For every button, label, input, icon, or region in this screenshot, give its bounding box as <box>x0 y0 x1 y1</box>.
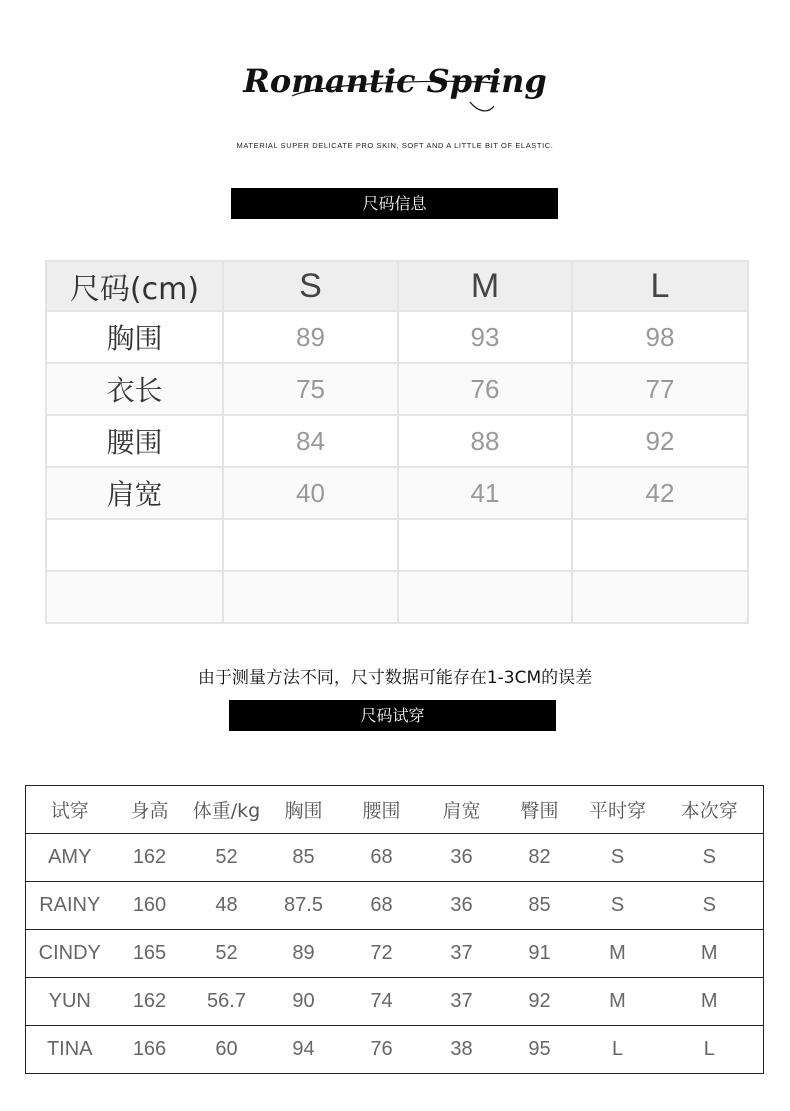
size-chart-row-label: 衣长 <box>46 363 223 415</box>
size-info-banner: 尺码信息 <box>231 188 558 219</box>
try-on-cell: 90 <box>268 978 340 1026</box>
size-chart-header-l: L <box>572 261 748 311</box>
size-chart-cell: 88 <box>398 415 572 467</box>
try-on-header-cell: 肩宽 <box>424 786 500 834</box>
try-on-cell: S <box>580 882 656 930</box>
try-on-cell: S <box>656 882 764 930</box>
try-on-header-cell: 臀围 <box>500 786 580 834</box>
try-on-cell: 87.5 <box>268 882 340 930</box>
try-on-cell: CINDY <box>26 930 114 978</box>
size-chart-row <box>46 311 748 363</box>
try-on-row <box>26 1026 764 1074</box>
try-on-cell: 60 <box>215 1038 238 1060</box>
size-chart-cell: 93 <box>398 311 572 363</box>
size-chart-row-empty <box>46 519 748 571</box>
size-chart-row <box>46 363 748 415</box>
try-on-cell: 166 <box>132 1038 167 1060</box>
try-on-cell: M <box>580 930 656 978</box>
size-chart-table <box>45 260 749 624</box>
size-chart-row-label: 腰围 <box>46 415 223 467</box>
try-on-cell: 56.7 <box>186 978 268 1026</box>
try-on-cell: 89 <box>268 930 340 978</box>
size-chart-row-label: 胸围 <box>46 311 223 363</box>
try-on-cell: L <box>703 1038 715 1060</box>
size-chart-cell <box>223 519 398 571</box>
try-on-cell: 162 <box>114 834 186 882</box>
size-chart-header-m: M <box>398 261 572 311</box>
try-on-header-row <box>26 786 764 834</box>
size-chart-cell: 77 <box>572 363 748 415</box>
try-on-cell: 94 <box>292 1038 315 1060</box>
size-chart-header-label: 尺码(cm) <box>46 261 223 311</box>
try-on-cell: M <box>656 930 764 978</box>
size-chart-row-label: 肩宽 <box>46 467 223 519</box>
try-on-header-cell: 腰围 <box>340 786 424 834</box>
try-on-row <box>26 882 764 930</box>
size-chart-row <box>46 415 748 467</box>
try-on-cell: 52 <box>186 834 268 882</box>
try-on-cell: 37 <box>424 978 500 1026</box>
size-chart-cell: 84 <box>223 415 398 467</box>
try-on-cell: 76 <box>370 1038 393 1060</box>
try-on-cell: S <box>580 834 656 882</box>
try-on-cell: M <box>580 978 656 1026</box>
size-chart-cell <box>398 519 572 571</box>
size-chart-cell <box>572 519 748 571</box>
try-on-cell: M <box>656 978 764 1026</box>
size-chart-cell: 40 <box>223 467 398 519</box>
measurement-note: 由于测量方法不同，尺寸数据可能存在1-3CM的误差 <box>197 668 593 688</box>
try-on-cell: 82 <box>500 834 580 882</box>
try-on-cell: 38 <box>450 1038 473 1060</box>
try-on-cell: RAINY <box>26 882 114 930</box>
try-on-cell: 92 <box>500 978 580 1026</box>
try-on-cell: S <box>656 834 764 882</box>
try-on-cell: 91 <box>500 930 580 978</box>
try-on-cell: 68 <box>340 882 424 930</box>
tagline: MATERIAL SUPER DELICATE PRO SKIN, SOFT AND A LITTLE BIT OF ELASTIC. <box>236 141 554 150</box>
size-chart-cell: 42 <box>572 467 748 519</box>
try-on-table <box>25 785 764 1074</box>
try-on-cell: L <box>611 1038 624 1060</box>
try-on-cell: 52 <box>186 930 268 978</box>
try-on-cell: 48 <box>186 882 268 930</box>
try-on-cell: 68 <box>340 834 424 882</box>
try-on-cell: 74 <box>340 978 424 1026</box>
try-on-header-cell: 平时穿 <box>580 786 656 834</box>
size-chart-header-row <box>46 261 748 311</box>
size-chart-row-empty <box>46 571 748 623</box>
size-chart-cell <box>223 571 398 623</box>
try-on-cell: 72 <box>340 930 424 978</box>
size-chart-cell: 41 <box>398 467 572 519</box>
size-chart-cell: 92 <box>572 415 748 467</box>
try-on-banner: 尺码试穿 <box>229 700 556 731</box>
try-on-cell: 162 <box>114 978 186 1026</box>
try-on-cell: 160 <box>114 882 186 930</box>
try-on-cell: TINA <box>46 1038 93 1060</box>
size-chart-cell: 75 <box>223 363 398 415</box>
try-on-row <box>26 834 764 882</box>
try-on-cell: AMY <box>26 834 114 882</box>
brand-logo <box>0 62 790 118</box>
try-on-header-cell: 试穿 <box>26 786 114 834</box>
size-chart-cell <box>572 571 748 623</box>
try-on-cell: 37 <box>424 930 500 978</box>
size-chart-header-s: S <box>223 261 398 311</box>
size-chart-row-label <box>46 519 223 571</box>
size-chart-cell <box>398 571 572 623</box>
try-on-row <box>26 930 764 978</box>
try-on-cell: 85 <box>268 834 340 882</box>
try-on-cell: 36 <box>424 882 500 930</box>
try-on-header-cell: 身高 <box>114 786 186 834</box>
size-chart-cell: 76 <box>398 363 572 415</box>
try-on-cell: 95 <box>528 1038 551 1060</box>
size-chart-row-label <box>46 571 223 623</box>
try-on-cell: 165 <box>114 930 186 978</box>
size-chart-cell: 98 <box>572 311 748 363</box>
try-on-header-cell: 胸围 <box>268 786 340 834</box>
try-on-cell: 85 <box>500 882 580 930</box>
try-on-header-cell: 体重/kg <box>186 786 268 834</box>
try-on-cell: YUN <box>26 978 114 1026</box>
size-chart-row <box>46 467 748 519</box>
try-on-cell: 36 <box>424 834 500 882</box>
logo-text: Romantic Spring <box>243 62 547 100</box>
try-on-row <box>26 978 764 1026</box>
size-chart-cell: 89 <box>223 311 398 363</box>
try-on-header-cell: 本次穿 <box>656 786 764 834</box>
